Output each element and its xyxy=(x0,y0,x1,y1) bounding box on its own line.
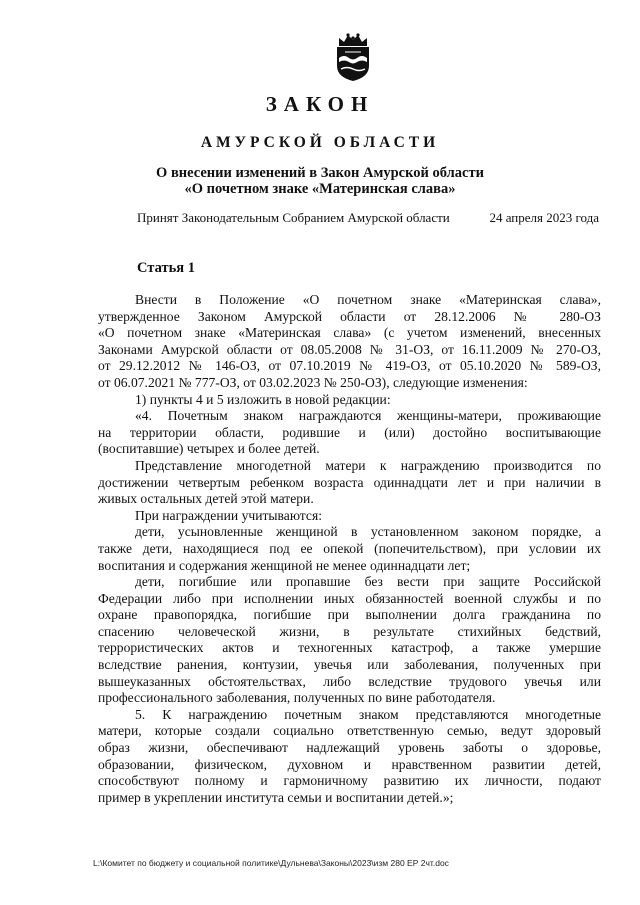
paragraph-line: матери, которые создали социально ответственную семью, ведут здоровый xyxy=(98,723,601,739)
paragraph-line: спасению человеческой жизни, в результате стихийных бедствий, xyxy=(98,623,601,639)
paragraph-line: Представление многодетной матери к награждению производится по xyxy=(135,457,601,473)
paragraph-line: Внести в Положение «О почетном знаке «Материнская слава», xyxy=(135,292,601,307)
paragraph-line: Федерации либо при исполнении иных обязанностей военной службы и по xyxy=(98,590,601,606)
subtitle-line: О внесении изменений в Закон Амурской области xyxy=(156,165,484,181)
law-subtitle xyxy=(0,165,640,197)
subtitle-line: «О почетном знаке «Материнская слава» xyxy=(184,181,456,197)
paragraph-line: от 29.12.2012 № 146-ОЗ, от 07.10.2019 № 419-ОЗ, от 05.10.2020 № 589-ОЗ, xyxy=(98,358,601,374)
paragraph-line: живых остальных детей этой матери. xyxy=(98,491,314,507)
paragraph-line: вышеуказанных обстоятельствах, либо вследствие трудового увечья или xyxy=(98,673,601,689)
paragraph-line: Законами Амурской области от 08.05.2008 № 31-ОЗ, от 16.11.2009 № 270-ОЗ, xyxy=(98,341,601,357)
paragraph-line: профессионального заболевания, полученных по вине работодателя. xyxy=(98,690,496,706)
file-path-footer: L:\Комитет по бюджету и социальной политике\Дульнева\Законы\2023\изм 280 ЕР 2чт.doc xyxy=(93,858,449,868)
paragraph-line: образовании, физическом, духовном и нравственном развитии детей, xyxy=(98,756,601,772)
paragraph-line: 1) пункты 4 и 5 изложить в новой редакции: xyxy=(135,391,391,407)
paragraph-line: При награждении учитываются: xyxy=(135,507,322,523)
document-title: ЗАКОН xyxy=(265,92,375,116)
paragraph-line: способствуют полному и гармоничному развитию их личности, подают xyxy=(98,773,601,789)
paragraph-line: 5. К награждению почетным знаком представляются многодетные xyxy=(135,706,601,722)
paragraph-line: также дети, находящиеся под ее опекой (попечительством), при условии их xyxy=(98,540,601,556)
paragraph-line: (воспитавшие) четырех и более детей. xyxy=(98,441,320,457)
paragraph-line: «О почетном знаке «Материнская слава» (с учетом изменений, внесенных xyxy=(98,325,601,341)
adopted-by-text: Принят Законодательным Собранием Амурской области xyxy=(137,210,450,225)
paragraph-line: на территории области, родившие и (или) достойно воспитывающие xyxy=(98,424,601,440)
article-body xyxy=(98,292,601,806)
adoption-date: 24 апреля 2023 года xyxy=(489,210,599,225)
paragraph-line: дети, усыновленные женщиной в установленном законом порядке, а xyxy=(135,524,601,540)
adoption-line xyxy=(137,210,599,226)
paragraph-line: охране правопорядка, погибшие при выполнении долга гражданина по xyxy=(98,607,601,623)
article-heading: Статья 1 xyxy=(137,260,195,276)
paragraph-line: террористических актов и техногенных катастроф, а также умершие xyxy=(98,640,601,656)
region-name: АМУРСКОЙ ОБЛАСТИ xyxy=(200,134,440,151)
paragraph-line: вследствие ранения, контузии, увечья или заболевания, полученных при xyxy=(98,657,601,673)
paragraph-line: «4. Почетным знаком награждаются женщины-матери, проживающие xyxy=(135,408,601,424)
paragraph-line: достижении четвертым ребенком возраста одиннадцати лет и при наличии в xyxy=(98,474,601,490)
coat-of-arms-icon xyxy=(331,32,375,82)
paragraph-line: утвержденное Законом Амурской области от 28.12.2006 № 280-ОЗ xyxy=(98,308,601,324)
paragraph-line: воспитания и содержания женщиной не менее одиннадцати лет; xyxy=(98,557,471,573)
paragraph-line: от 06.07.2021 № 777-ОЗ, от 03.02.2023 № 250-ОЗ), следующие изменения: xyxy=(98,374,528,390)
paragraph-line: пример в укреплении института семьи и воспитании детей.»; xyxy=(98,789,454,805)
paragraph-line: образ жизни, обеспечивают надлежащий уровень заботы о здоровье, xyxy=(98,740,601,756)
paragraph-line: дети, погибшие или пропавшие без вести при защите Российской xyxy=(135,574,601,590)
